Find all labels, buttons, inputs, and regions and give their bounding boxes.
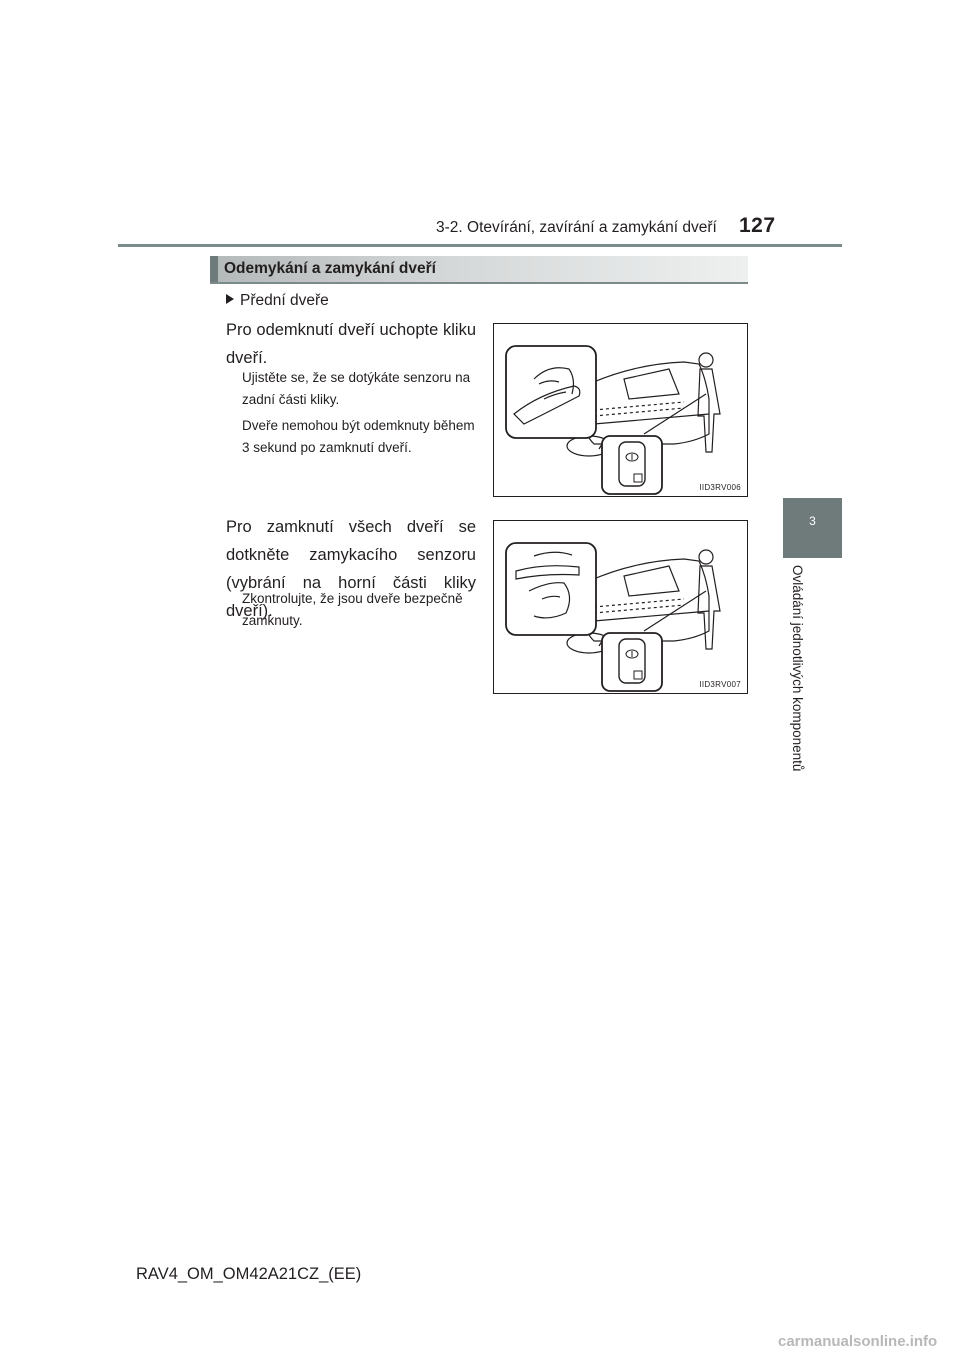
subheading-text: Přední dveře: [240, 292, 329, 309]
subheading: [226, 292, 329, 310]
chapter-tab-number: 3: [809, 514, 816, 528]
chapter-tab: [783, 498, 842, 558]
step-1-note-2: Dveře nemohou být odemknuty během 3 sekund po zamknutí dveří.: [242, 418, 475, 455]
section-header: [210, 256, 748, 284]
chapter-tab-label: Ovládání jednotlivých komponentů: [790, 565, 805, 772]
figure-lock: [493, 520, 748, 694]
figure-code: IID3RV006: [699, 483, 741, 492]
figure-unlock: [493, 323, 748, 497]
car-door-lock-illustration: [494, 521, 749, 695]
car-door-unlock-illustration: [494, 324, 749, 498]
page-number: 127: [739, 214, 776, 237]
step-2-text: Pro zamknutí všech dveří se dotkněte zamykacího senzoru (vybrání na horní části kliky dveří).: [226, 518, 476, 620]
section-marker: [210, 256, 218, 282]
step-1-text: Pro odemknutí dveří uchopte kliku dveří.: [226, 321, 476, 367]
chapter-title: 3-2. Otevírání, zavírání a zamykání dveří: [436, 219, 717, 236]
watermark: carmanualsonline.info: [778, 1333, 938, 1350]
header-rule: [118, 244, 842, 247]
figure-code: IID3RV007: [699, 680, 741, 689]
section-title: Odemykání a zamykání dveří: [224, 260, 436, 277]
step-1-note-1: Ujistěte se, že se dotýkáte senzoru na zadní části kliky.: [242, 370, 471, 407]
step-2-note-1: Zkontrolujte, že jsou dveře bezpečně zamknuty.: [242, 591, 463, 628]
triangle-bullet-icon: [226, 294, 234, 304]
document-code: RAV4_OM_OM42A21CZ_(EE): [136, 1265, 362, 1283]
